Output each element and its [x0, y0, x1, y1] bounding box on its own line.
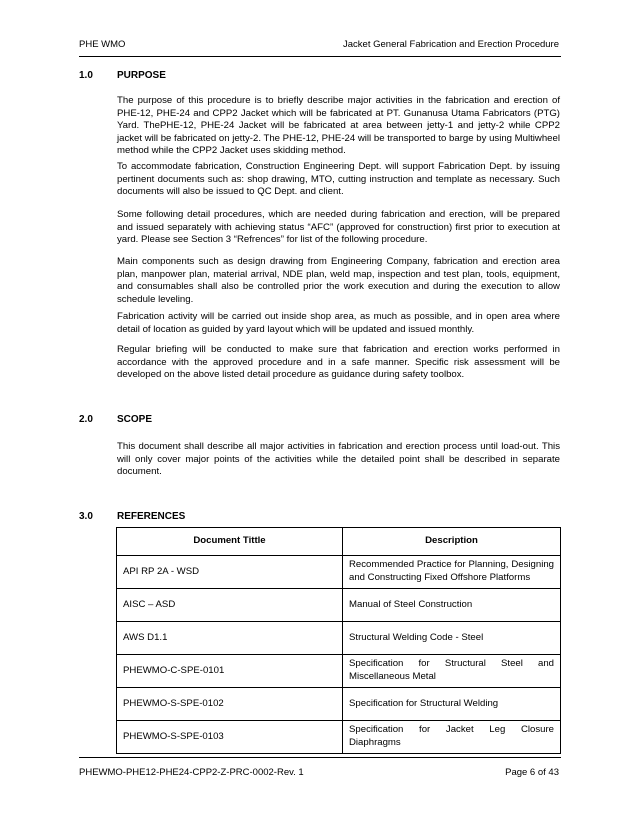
table-row [117, 688, 561, 721]
section-title: SCOPE [117, 414, 153, 425]
purpose-paragraph: The purpose of this procedure is to briefly describe major activities in the fabrication and erection of PHE-12, PHE-24 and CPP2 Jacket which will be fabricated at PT. Gunanusa Utama Fabricators (PTG) Yard. ThePHE-12, PHE-24 Jacket will be fabricated at area between jetty-1 and jetty-2 while CPP2 jacket will be fabricated on jetty-2. The PHE-12, PHE-24 will be transported to barge by using Multiwheel method while the CPP2 Jacket uses skidding method. [117, 95, 560, 157]
purpose-paragraph: Regular briefing will be conducted to make sure that fabrication and erection works performed in accordance with the approved procedure and in a safe manner. Specific risk assessment will be developed on the above listed detail procedure as guidance during safety toolbox. [117, 344, 560, 381]
description-cell: Recommended Practice for Planning, Designing and Constructing Fixed Offshore Platforms [343, 556, 561, 589]
section-purpose-heading [79, 70, 166, 81]
header-document-title: Jacket General Fabrication and Erection Procedure [343, 39, 559, 50]
document-title-cell: PHEWMO-S-SPE-0102 [117, 688, 343, 721]
table-row [117, 655, 561, 688]
column-header-document-title: Document Tittle [117, 528, 343, 556]
table-header-row [117, 528, 561, 556]
description-cell: Manual of Steel Construction [343, 589, 561, 622]
references-table [116, 527, 561, 754]
section-title: REFERENCES [117, 511, 186, 522]
description-cell: Specification for Jacket Leg Closure Diaphragms [343, 721, 561, 754]
description-cell: Specification for Structural Welding [343, 688, 561, 721]
section-number: 3.0 [79, 511, 93, 522]
section-references-heading [79, 511, 185, 522]
table-row [117, 589, 561, 622]
footer-page-number: Page 6 of 43 [505, 767, 559, 778]
scope-paragraph: This document shall describe all major activities in fabrication and erection process until load-out. This will only cover major points of the activities while the detailed point shall be described in separate document. [117, 441, 560, 478]
header-project: PHE WMO [79, 39, 126, 50]
document-title-cell: AWS D1.1 [117, 622, 343, 655]
page-header [79, 39, 559, 50]
table-row [117, 556, 561, 589]
footer-document-number: PHEWMO-PHE12-PHE24-CPP2-Z-PRC-0002-Rev. 1 [79, 767, 304, 778]
purpose-paragraph: Fabrication activity will be carried out inside shop area, as much as possible, and in open area where detail of location as guided by yard layout which will be updated and issued monthly. [117, 311, 560, 335]
purpose-paragraph: Some following detail procedures, which are needed during fabrication and erection, will be prepared and issued separately with achieving status “AFC” (approved for construction) first prior to execution at yard. Please see Section 3 “Refrences” for list of the following procedure. [117, 209, 560, 246]
document-title-cell: PHEWMO-C-SPE-0101 [117, 655, 343, 688]
section-scope-heading [79, 414, 152, 425]
section-number: 2.0 [79, 414, 93, 425]
document-title-cell: API RP 2A - WSD [117, 556, 343, 589]
purpose-paragraph: Main components such as design drawing from Engineering Company, fabrication and erection area plan, manpower plan, material arrival, NDE plan, weld map, inspection and test plan, tools, equipment, and consumables shall also be controlled prior the work execution and during the execution to allow schedule leveling. [117, 256, 560, 305]
description-cell: Structural Welding Code - Steel [343, 622, 561, 655]
section-number: 1.0 [79, 70, 93, 81]
header-divider [79, 56, 561, 57]
document-title-cell: PHEWMO-S-SPE-0103 [117, 721, 343, 754]
table-row [117, 721, 561, 754]
column-header-description: Description [343, 528, 561, 556]
section-title: PURPOSE [117, 70, 166, 81]
document-title-cell: AISC – ASD [117, 589, 343, 622]
description-cell: Specification for Structural Steel and Miscellaneous Metal [343, 655, 561, 688]
table-row [117, 622, 561, 655]
footer-divider [79, 757, 561, 758]
page-footer [79, 767, 559, 778]
purpose-paragraph: To accommodate fabrication, Construction Engineering Dept. will support Fabrication Dept. by issuing pertinent documents such as: shop drawing, MTO, cutting instruction and template as necessary. Such documents will also be issued to QC Dept. and client. [117, 161, 560, 198]
